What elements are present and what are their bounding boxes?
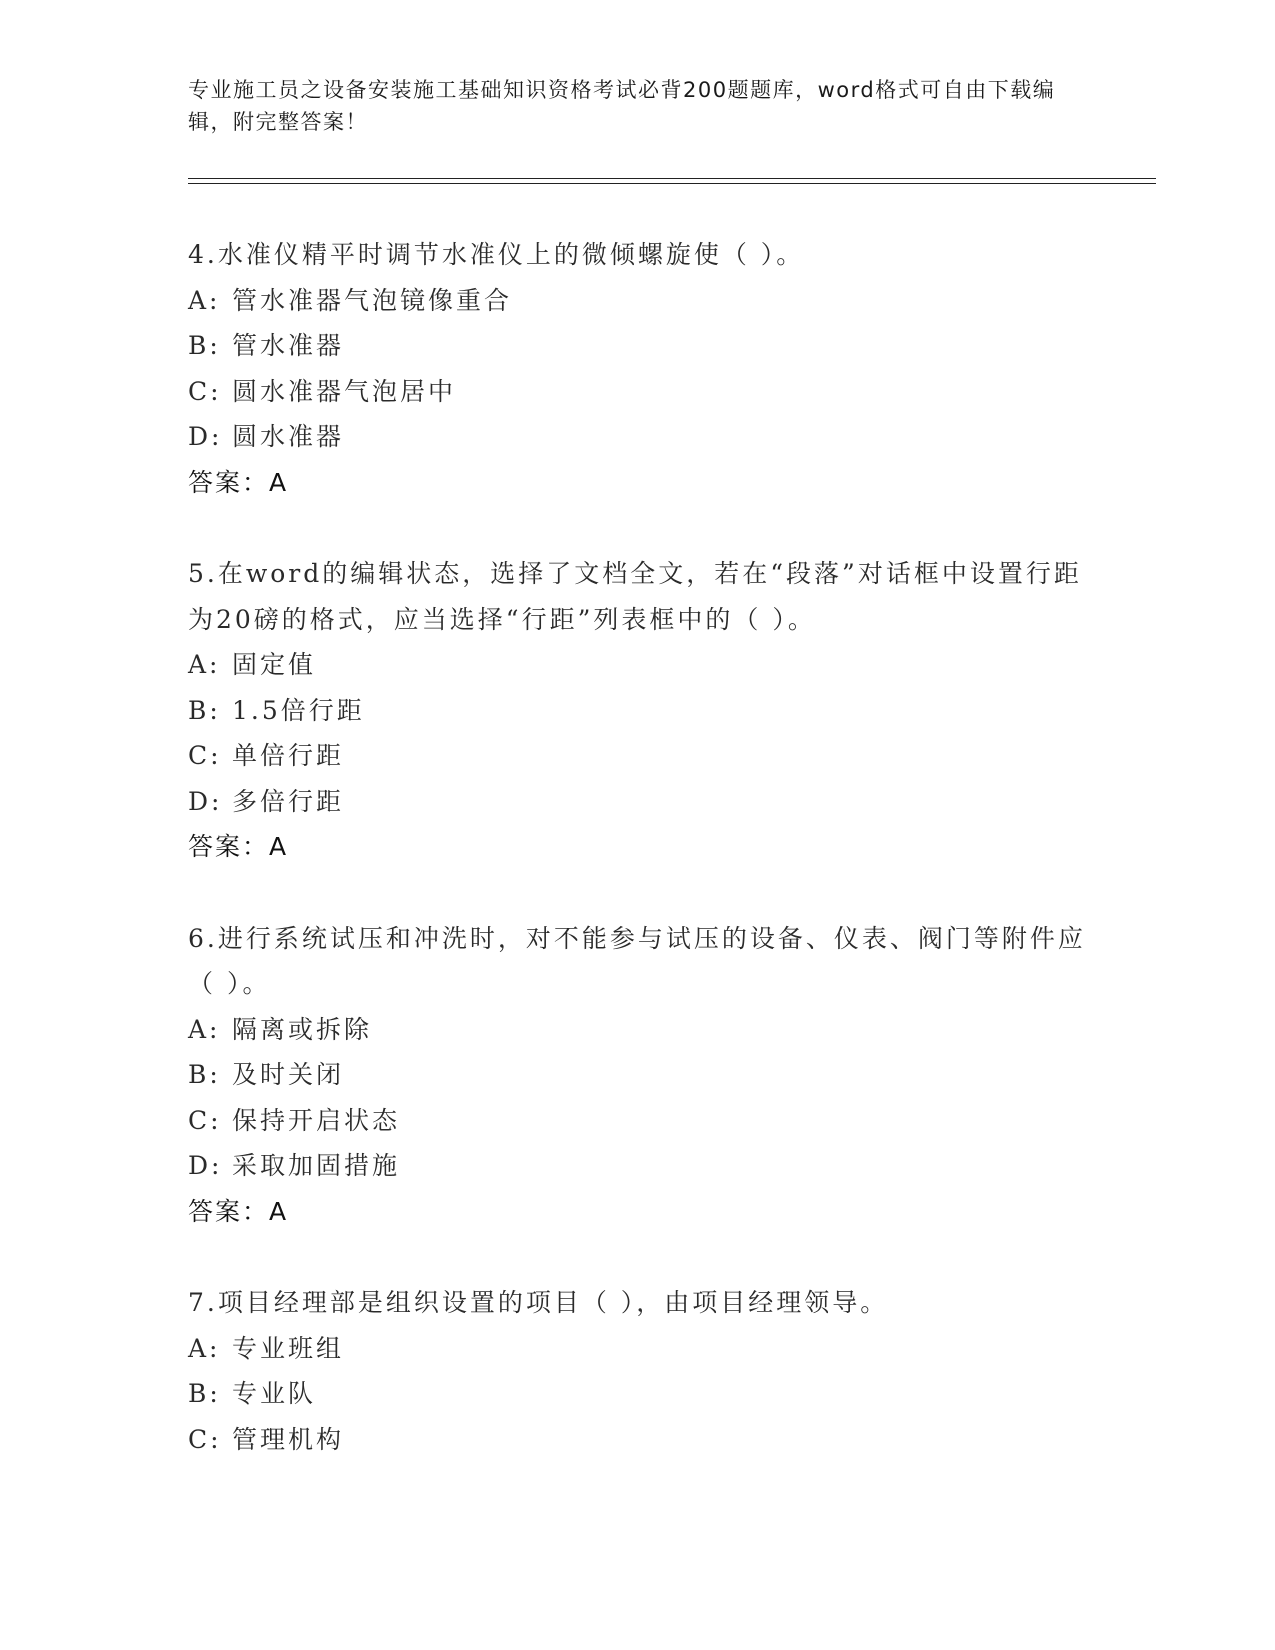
- question-list: [188, 232, 1088, 1508]
- option-text: 管理机构: [232, 1424, 345, 1454]
- option-letter: C:: [188, 376, 222, 406]
- answer-line: 答案：A: [188, 1196, 289, 1226]
- option-text: 1.5倍行距: [232, 695, 365, 725]
- option-a: [188, 642, 1088, 688]
- question-text: 6.进行系统试压和冲洗时，对不能参与试压的设备、仪表、阀门等附件应（ ）。: [188, 923, 1086, 998]
- option-text: 圆水准器气泡居中: [232, 376, 457, 406]
- option-letter: C:: [188, 741, 222, 770]
- answer-line: 答案：A: [188, 467, 289, 497]
- header-divider-double: [188, 183, 1156, 184]
- option-c: [188, 1098, 1088, 1144]
- option-letter: C:: [188, 1424, 222, 1454]
- option-c: [188, 733, 1088, 779]
- option-a: [188, 1326, 1088, 1372]
- question-4: [188, 232, 1088, 505]
- option-text: 固定值: [232, 650, 317, 679]
- option-text: 管水准器: [232, 331, 345, 360]
- option-letter: A:: [188, 1014, 221, 1044]
- option-a: [188, 1007, 1088, 1053]
- option-c: [188, 1417, 1088, 1463]
- option-letter: B:: [188, 331, 221, 360]
- question-7: [188, 1280, 1088, 1462]
- question-5: [188, 551, 1088, 870]
- option-letter: D:: [188, 1151, 223, 1180]
- option-letter: B:: [188, 695, 221, 725]
- answer-line: 答案：A: [188, 832, 289, 861]
- header-divider: [188, 178, 1156, 179]
- question-text: 5.在word的编辑状态，选择了文档全文，若在“段落”对话框中设置行距为20磅的格式，应当选择“行距”列表框中的（ ）。: [188, 559, 1082, 634]
- option-text: 采取加固措施: [232, 1151, 401, 1180]
- document-header: 专业施工员之设备安装施工基础知识资格考试必背200题题库，word格式可自由下载编辑，附完整答案！: [188, 78, 1056, 134]
- option-text: 专业班组: [232, 1333, 345, 1363]
- option-b: [188, 688, 1088, 734]
- option-d: [188, 779, 1088, 825]
- option-letter: D:: [188, 422, 223, 451]
- option-text: 多倍行距: [232, 786, 345, 816]
- option-a: [188, 278, 1088, 324]
- option-letter: C:: [188, 1105, 222, 1135]
- option-text: 隔离或拆除: [232, 1014, 373, 1044]
- option-c: [188, 369, 1088, 415]
- option-d: [188, 414, 1088, 460]
- option-text: 圆水准器: [232, 422, 345, 451]
- option-letter: B:: [188, 1060, 221, 1089]
- option-letter: D:: [188, 786, 223, 816]
- option-text: 单倍行距: [232, 741, 345, 770]
- option-letter: A:: [188, 285, 221, 315]
- option-letter: A:: [188, 650, 221, 679]
- question-6: [188, 916, 1088, 1235]
- option-b: [188, 1052, 1088, 1098]
- option-text: 管水准器气泡镜像重合: [232, 285, 513, 315]
- option-d: [188, 1143, 1088, 1189]
- option-letter: B:: [188, 1379, 221, 1408]
- option-b: [188, 323, 1088, 369]
- question-text: 4.水准仪精平时调节水准仪上的微倾螺旋使（ ）。: [188, 240, 805, 269]
- option-letter: A:: [188, 1333, 221, 1363]
- option-text: 及时关闭: [232, 1060, 345, 1089]
- option-b: [188, 1371, 1088, 1417]
- option-text: 保持开启状态: [232, 1105, 401, 1135]
- question-text: 7.项目经理部是组织设置的项目（ ），由项目经理领导。: [188, 1288, 889, 1317]
- option-text: 专业队: [232, 1379, 317, 1408]
